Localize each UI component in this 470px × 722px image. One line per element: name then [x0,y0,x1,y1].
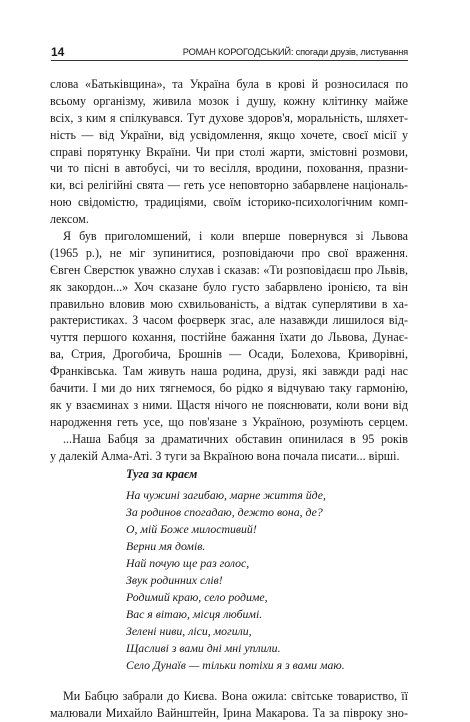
text-line: у далекій Алма-Аті. З туги за Вкраїною вона почала писати... вірші. [50,448,400,463]
text-line: малювали Михайло Вайнштейн, Ірина Макарова. Та за півроку зно- [50,706,408,721]
text-line: (1965 р.), не міг зупинитися, розповідаючи про свої враження. [50,245,408,260]
text-line: чуття першого кохання, постійне бажання їхати до Львова, Дунає- [50,330,408,345]
page-number: 14 [51,45,65,59]
text-line: всіх, з ким я спілкувався. Тут духове здоров'я, моральність, шляхет- [50,110,408,125]
text-line: Я був приголомшений, і коли вперше повернувся зі Львова [63,229,408,244]
text-line: ва, Стрия, Дрогобича, Брошнів — Осади, Болехова, Криворівні, [50,347,408,362]
body-text [50,76,408,722]
poem-line: Село Дунаїв — тільки потіхи я з вами маю. [126,658,345,673]
running-title: РОМАН КОРОГОДСЬКИЙ: спогади друзів, листування [182,47,408,57]
text-line: як закордон...» Хоч сказане було густо забарвлено іронією, та він [50,279,408,294]
poem-line: Щасливі з вами дні мні уплили. [126,641,281,656]
header-rule [51,60,408,61]
text-line: чи то пісні в автобусі, чи то весілля, вродини, поховання, празни- [50,161,408,176]
poem-line: О, мій Боже милостивий! [126,522,257,537]
text-line: ки, всі релігійні свята — геть усе неповторно забарвлене національ- [50,178,408,193]
poem-line: Верни мя домів. [126,539,206,554]
text-line: як у взаєминах з ними. Щастя нічого не пояснювати, коли вони від [50,397,408,412]
text-line: справі порятунку Вкраїни. Чи при столі жарти, змістовні розмови, [50,144,408,159]
text-block-1 [50,76,408,464]
text-line: ність — від України, від усвідомлення, якщо хочете, своєї місії у [50,127,408,142]
text-line: ною свідомістю, традиціями, своїм історико-психологічним комп- [50,195,408,210]
text-line: Євген Сверстюк уважно слухав і сказав: «Ти розповідаєш про Львів, [50,262,408,277]
text-line: правильно вловив мою схвильованість, а відтак суперлятиви в ха- [50,296,408,311]
text-line: всьому організму, живила мозок і душу, кожну клітинку майже [50,93,408,108]
poem [50,466,408,674]
poem-lines [50,487,408,674]
text-line: лексом. [50,212,89,227]
poem-line: Най почую ще раз голос, [126,556,250,571]
text-line: бачити. І ми до них тягнемося, бо рідко я відчуваю таку гармонію, [50,381,408,396]
text-line: Ми Бабцю забрали до Києва. Вона ожила: світське товариство, її [63,689,408,704]
text-line: Франківська. Там живуть наша родина, друзі, які завжди раді нас [50,364,408,379]
text-block-2 [50,688,408,722]
text-line: ...Наша Бабця за драматичних обставин опинилася в 95 років [63,431,408,446]
poem-line: Зелені ниви, ліси, могили, [126,624,252,639]
page-header [51,45,406,63]
poem-line: На чужині загибаю, марне життя йде, [126,488,326,503]
text-line: народження геть усе, що пов'язане з Україною, розуміють серцем. [50,414,408,429]
poem-line: Вас я вітаю, місця любимі. [126,607,263,622]
text-line: слова «Батьківщина», та Україна була в крові й розносилася по [50,77,408,91]
poem-line: Звук родинних слів! [126,573,223,588]
poem-line: Родимий краю, село родиме, [126,590,268,605]
text-line: рактеристиках. З часом фоєрверк згас, але назавжди лишилося від- [50,313,408,328]
poem-title: Туга за краєм [126,467,198,482]
poem-line: За родинов спогадаю, дежто вона, де? [126,505,323,520]
